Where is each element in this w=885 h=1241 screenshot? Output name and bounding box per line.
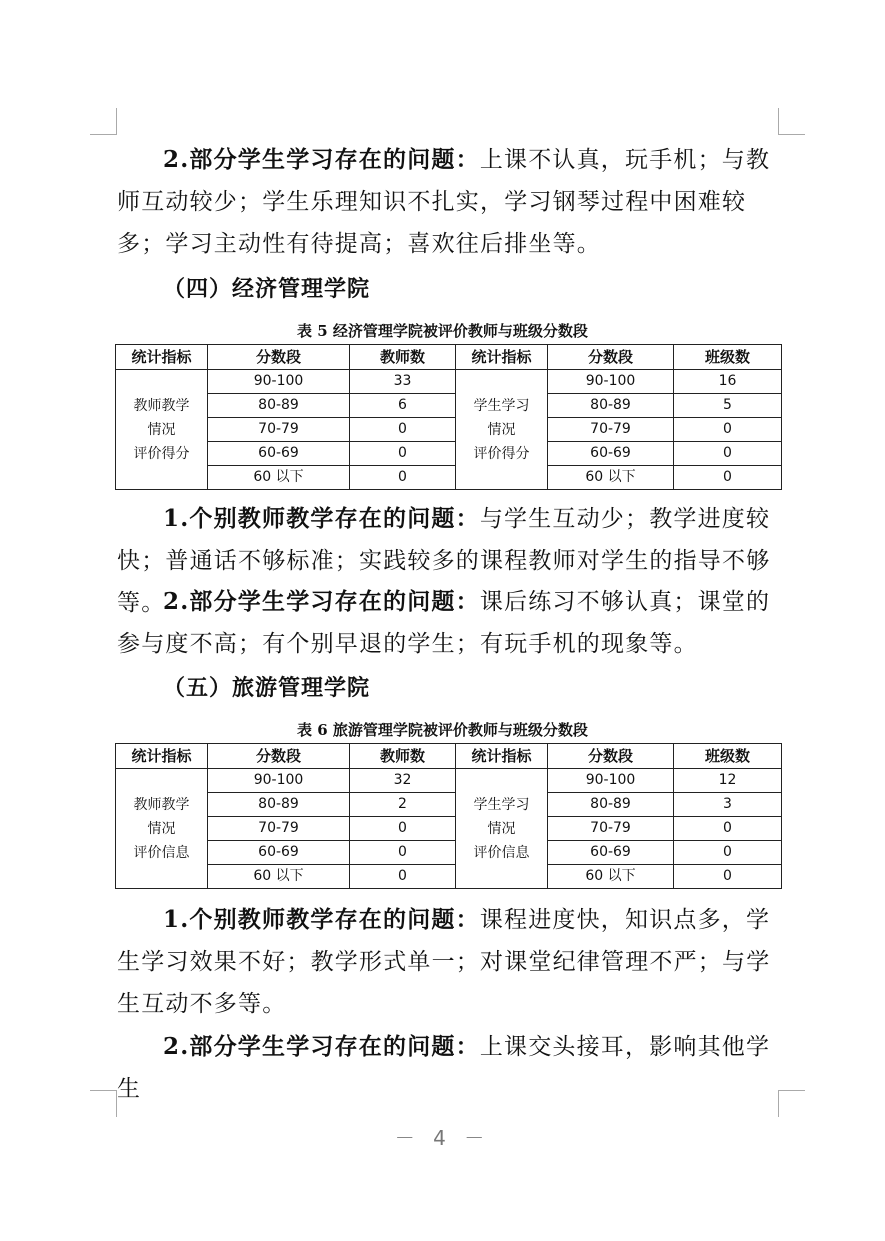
teacher-metric-label xyxy=(116,370,208,490)
header-cell: 分数段 xyxy=(208,744,350,769)
teacher-count-cell: 2 xyxy=(350,793,456,817)
score-range-cell: 80-89 xyxy=(548,793,674,817)
paragraph-body: 上课交头接耳，影响其他学生 xyxy=(117,1034,771,1102)
score-range-cell: 60 以下 xyxy=(208,865,350,889)
student-metric-label xyxy=(456,370,548,490)
paragraph-student-issues-music xyxy=(117,139,778,265)
paragraph-teacher-issues-tourism xyxy=(117,899,778,1025)
header-cell: 统计指标 xyxy=(116,345,208,370)
header-cell: 统计指标 xyxy=(456,345,548,370)
teacher-count-cell: 0 xyxy=(350,466,456,490)
teacher-metric-label xyxy=(116,769,208,889)
table-row xyxy=(116,865,782,889)
paragraph-lead: 1.个别教师教学存在的问题： xyxy=(163,906,480,933)
paragraph-student-issues-tourism xyxy=(117,1026,778,1110)
label-line: 情况 xyxy=(487,820,516,837)
crop-mark-bottom-right xyxy=(778,1090,805,1117)
score-range-cell: 70-79 xyxy=(208,418,350,442)
table-row xyxy=(116,442,782,466)
label-line: 学生学习 xyxy=(473,796,530,813)
teacher-count-cell: 32 xyxy=(350,769,456,793)
teacher-count-cell: 6 xyxy=(350,394,456,418)
header-cell: 统计指标 xyxy=(116,744,208,769)
paragraph-lead: 2.部分学生学习存在的问题： xyxy=(163,146,480,173)
table-row xyxy=(116,769,782,793)
paragraph-lead: 2.部分学生学习存在的问题： xyxy=(163,1033,480,1060)
header-cell: 教师数 xyxy=(350,345,456,370)
class-count-cell: 0 xyxy=(674,817,782,841)
class-count-cell: 0 xyxy=(674,865,782,889)
crop-mark-top-right xyxy=(778,108,805,135)
class-count-cell: 5 xyxy=(674,394,782,418)
score-range-cell: 70-79 xyxy=(208,817,350,841)
score-range-cell: 90-100 xyxy=(208,370,350,394)
teacher-count-cell: 33 xyxy=(350,370,456,394)
table-row xyxy=(116,793,782,817)
paragraph-body: 与学生互动少；教学进度较快；普通话不够标准；实践较多的课程教师对学生的指导不够等。 xyxy=(117,506,771,616)
label-line: 情况 xyxy=(147,421,176,438)
teacher-count-cell: 0 xyxy=(350,418,456,442)
table-row xyxy=(116,394,782,418)
score-range-cell: 90-100 xyxy=(548,370,674,394)
table-6-caption: 表 6 旅游管理学院被评价教师与班级分数段 xyxy=(297,721,588,739)
table-row xyxy=(116,817,782,841)
teacher-count-cell: 0 xyxy=(350,841,456,865)
header-cell: 分数段 xyxy=(548,744,674,769)
label-line: 评价信息 xyxy=(473,844,530,861)
student-metric-label xyxy=(456,769,548,889)
header-cell: 分数段 xyxy=(548,345,674,370)
header-cell: 教师数 xyxy=(350,744,456,769)
table-5-caption: 表 5 经济管理学院被评价教师与班级分数段 xyxy=(297,322,588,340)
score-range-cell: 70-79 xyxy=(548,817,674,841)
header-cell: 班级数 xyxy=(674,345,782,370)
table-row xyxy=(116,841,782,865)
class-count-cell: 0 xyxy=(674,841,782,865)
score-range-cell: 80-89 xyxy=(208,394,350,418)
label-line: 教师教学 xyxy=(133,397,190,414)
table-row xyxy=(116,418,782,442)
score-range-cell: 90-100 xyxy=(548,769,674,793)
score-range-cell: 80-89 xyxy=(208,793,350,817)
paragraph-body: 课程进度快，知识点多，学生学习效果不好；教学形式单一；对课堂纪律管理不严；与学生互动不多等。 xyxy=(117,907,771,1017)
paragraph-lead: 1.个别教师教学存在的问题： xyxy=(163,505,480,532)
teacher-count-cell: 0 xyxy=(350,865,456,889)
crop-mark-top-left xyxy=(90,108,117,135)
class-count-cell: 16 xyxy=(674,370,782,394)
header-cell: 班级数 xyxy=(674,744,782,769)
score-range-cell: 60 以下 xyxy=(548,865,674,889)
label-line: 学生学习 xyxy=(473,397,530,414)
label-line: 教师教学 xyxy=(133,796,190,813)
score-range-cell: 60-69 xyxy=(208,841,350,865)
score-range-cell: 70-79 xyxy=(548,418,674,442)
score-range-cell: 60 以下 xyxy=(208,466,350,490)
teacher-count-cell: 0 xyxy=(350,817,456,841)
teacher-count-cell: 0 xyxy=(350,442,456,466)
class-count-cell: 0 xyxy=(674,442,782,466)
class-count-cell: 12 xyxy=(674,769,782,793)
class-count-cell: 0 xyxy=(674,466,782,490)
score-range-cell: 80-89 xyxy=(548,394,674,418)
page-number: － 4 － xyxy=(394,1126,491,1150)
label-line: 评价信息 xyxy=(133,844,190,861)
paragraph-body: 上课不认真，玩手机；与教师互动较少；学生乐理知识不扎实，学习钢琴过程中困难较多；学习主动性有待提高；喜欢往后排坐等。 xyxy=(117,147,771,257)
table-6 xyxy=(115,743,782,889)
section-heading-tourism: （五）旅游管理学院 xyxy=(163,675,371,701)
header-cell: 统计指标 xyxy=(456,744,548,769)
table-row xyxy=(116,466,782,490)
class-count-cell: 3 xyxy=(674,793,782,817)
crop-mark-bottom-left xyxy=(90,1090,117,1117)
table-header-row xyxy=(116,345,782,370)
score-range-cell: 60-69 xyxy=(548,841,674,865)
score-range-cell: 60-69 xyxy=(548,442,674,466)
label-line: 情况 xyxy=(147,820,176,837)
score-range-cell: 90-100 xyxy=(208,769,350,793)
header-cell: 分数段 xyxy=(208,345,350,370)
section-heading-economics: （四）经济管理学院 xyxy=(163,276,371,302)
paragraph-body: 课后练习不够认真；课堂的参与度不高；有个别早退的学生；有玩手机的现象等。 xyxy=(117,589,771,657)
table-5 xyxy=(115,344,782,490)
score-range-cell: 60-69 xyxy=(208,442,350,466)
class-count-cell: 0 xyxy=(674,418,782,442)
paragraph-student-issues-economics xyxy=(117,581,778,665)
table-header-row xyxy=(116,744,782,769)
paragraph-lead: 2.部分学生学习存在的问题： xyxy=(163,588,480,615)
label-line: 情况 xyxy=(487,421,516,438)
label-line: 评价得分 xyxy=(473,445,530,462)
label-line: 评价得分 xyxy=(133,445,190,462)
score-range-cell: 60 以下 xyxy=(548,466,674,490)
table-row xyxy=(116,370,782,394)
